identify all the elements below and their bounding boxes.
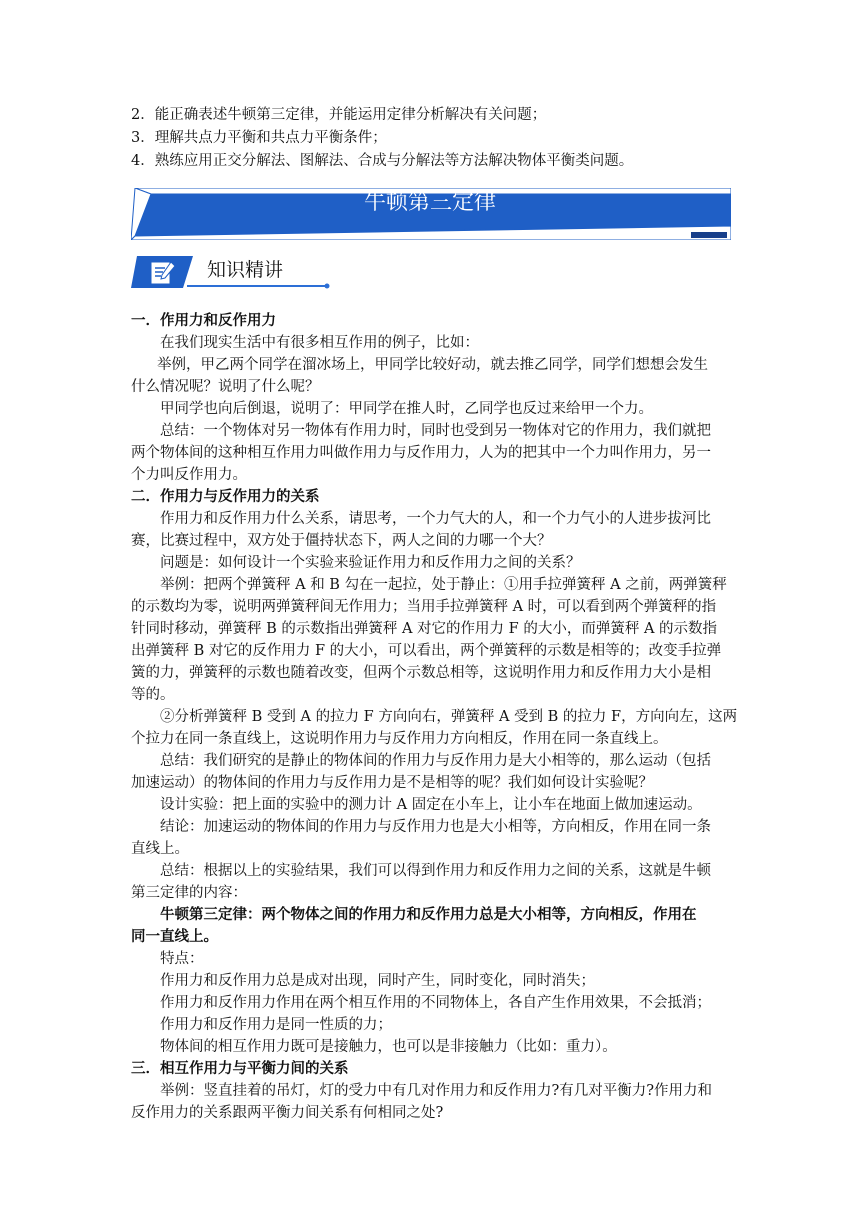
objective-item: 2．能正确表述牛顿第三定律，并能运用定律分析解决有关问题； [131,107,547,123]
paragraph-line: 特点： [160,951,204,967]
paragraph-line: 总结：根据以上的实验结果，我们可以得到作用力和反作用力之间的关系，这就是牛顿 [160,863,711,879]
section-heading: 二．作用力与反作用力的关系 [131,488,320,505]
paragraph-line: 出弹簧秤 B 对它的反作用力 F 的大小，可以看出，两个弹簧秤的示数是相等的；改变手拉弹 [131,643,722,659]
paragraph-line: 设计实验：把上面的实验中的测力计 A 固定在小车上，让小车在地面上做加速运动。 [160,797,702,813]
paragraph-line: 问题是：如何设计一个实验来验证作用力和反作用力之间的关系？ [160,555,581,571]
paragraph-line: 簧的力，弹簧秤的示数也随着改变，但两个示数总相等，这说明作用力和反作用力大小是相 [131,665,711,681]
paragraph-line: 加速运动）的物体间的作用力与反作用力是不是相等的呢？我们如何设计实验呢？ [131,775,653,791]
paragraph-line: 两个物体间的这种相互作用力叫做作用力与反作用力，人为的把其中一个力叫作用力，另一 [131,445,711,461]
knowledge-label: 知识精讲 [207,259,284,281]
law-statement: 牛顿第三定律：两个物体之间的作用力和反作用力总是大小相等，方向相反，作用在 [160,906,697,923]
paragraph-line: 什么情况呢？说明了什么呢？ [131,379,320,395]
notepad-pen-icon [149,258,177,286]
paragraph-line: 甲同学也向后倒退，说明了：甲同学在推人时，乙同学也反过来给甲一个力。 [160,401,653,417]
law-statement: 同一直线上。 [131,928,218,945]
paragraph-line: 作用力和反作用力什么关系，请思考，一个力气大的人，和一个力气小的人进步拔河比 [160,511,711,527]
paragraph-line: 直线上。 [131,841,189,857]
paragraph-line: 个拉力在同一条直线上，这说明作用力与反作用力方向相反，作用在同一条直线上。 [131,731,668,747]
paragraph-line: 第三定律的内容： [131,885,247,901]
paragraph-line: 等的。 [131,687,175,703]
paragraph-line: 总结：一个物体对另一物体有作用力时，同时也受到另一物体对它的作用力，我们就把 [160,423,711,439]
paragraph-line: ②分析弹簧秤 B 受到 A 的拉力 F 方向向右，弹簧秤 A 受到 B 的拉力 F，方向向左，这两 [160,709,738,725]
section-heading: 三．相互作用力与平衡力间的关系 [131,1060,349,1077]
paragraph-line: 总结：我们研究的是静止的物体间的作用力与反作用力是大小相等的，那么运动（包括 [160,753,711,769]
paragraph-line: 举例：把两个弹簧秤 A 和 B 勾在一起拉，处于静止：①用手拉弹簧秤 A 之前，两弹簧秤 [160,577,727,593]
paragraph-line: 作用力和反作用力总是成对出现，同时产生，同时变化，同时消失； [160,973,595,989]
paragraph-line: 作用力和反作用力是同一性质的力； [160,1017,392,1033]
paragraph-line: 反作用力的关系跟两平衡力间关系有何相同之处? [131,1105,444,1121]
paragraph-line: 在我们现实生活中有很多相互作用的例子，比如： [160,335,479,351]
paragraph-line: 赛，比赛过程中，双方处于僵持状态下，两人之间的力哪一个大？ [131,533,552,549]
paragraph-line: 举例，甲乙两个同学在溜冰场上，甲同学比较好动，就去推乙同学，同学们想想会发生 [157,357,708,373]
objective-item: 4．熟练应用正交分解法、图解法、合成与分解法等方法解决物体平衡类问题。 [131,153,634,169]
paragraph-line: 作用力和反作用力作用在两个相互作用的不同物体上，各自产生作用效果，不会抵消； [160,995,711,1011]
paragraph-line: 的示数均为零，说明两弹簧秤间无作用力；当用手拉弹簧秤 A 时，可以看到两个弹簧秤的指 [131,599,717,615]
section-title: 牛顿第三定律 [363,190,496,215]
objective-item: 3．理解共点力平衡和共点力平衡条件； [131,130,387,146]
paragraph-line: 物体间的相互作用力既可是接触力，也可以是非接触力（比如：重力）。 [160,1039,617,1055]
paragraph-line: 针同时移动，弹簧秤 B 的示数指出弹簧秤 A 对它的作用力 F 的大小，而弹簧秤 A 的示数指 [131,621,718,637]
paragraph-line: 个力叫反作用力。 [131,467,247,483]
paragraph-line: 结论：加速运动的物体间的作用力与反作用力也是大小相等，方向相反，作用在同一条 [160,819,711,835]
paragraph-line: 举例：竖直挂着的吊灯，灯的受力中有几对作用力和反作用力?有几对平衡力?作用力和 [160,1083,713,1099]
section-heading: 一．作用力和反作用力 [131,312,276,329]
